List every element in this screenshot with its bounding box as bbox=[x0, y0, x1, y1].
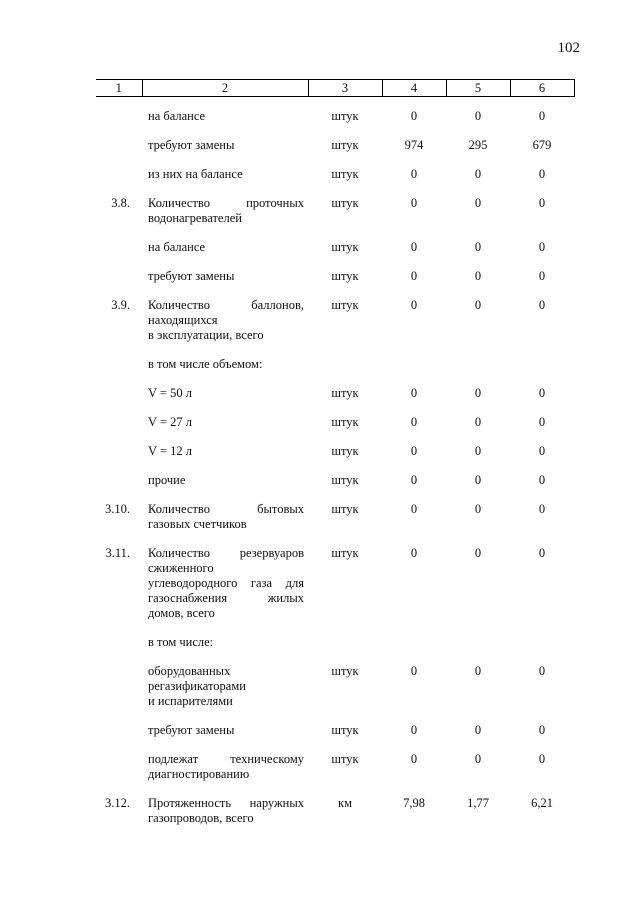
table-row bbox=[96, 167, 574, 196]
value-cell-v6: 0 bbox=[538, 196, 546, 210]
value-cell-v5: 0 bbox=[474, 109, 482, 123]
value-cell-v4: 0 bbox=[410, 269, 418, 283]
indicator-name-line: и испарителями bbox=[148, 694, 233, 708]
indicator-name-line: на балансе bbox=[148, 240, 206, 254]
indicator-name-line: Количество бытовых bbox=[148, 502, 304, 516]
indicator-name bbox=[142, 240, 308, 269]
indicator-name-line: регазификаторами bbox=[148, 679, 246, 693]
indicator-name-line: газовых счетчиков bbox=[148, 517, 247, 531]
indicator-name bbox=[142, 502, 308, 546]
table-row bbox=[96, 269, 574, 298]
row-number: 3.9. bbox=[111, 298, 130, 312]
indicator-name bbox=[142, 796, 308, 840]
row-number bbox=[96, 269, 142, 298]
row-number bbox=[96, 635, 142, 664]
indicator-name-line: Количество проточных bbox=[148, 196, 304, 210]
indicator-name-line: требуют замены bbox=[148, 723, 235, 737]
indicator-name bbox=[142, 546, 308, 635]
row-number bbox=[96, 386, 142, 415]
row-number bbox=[96, 473, 142, 502]
table-row bbox=[96, 138, 574, 167]
indicator-name bbox=[142, 444, 308, 473]
indicator-name-line: Количество резервуаров bbox=[148, 546, 304, 560]
indicator-name bbox=[142, 138, 308, 167]
row-number: 3.11. bbox=[105, 546, 130, 560]
value-cell-v5 bbox=[446, 357, 510, 386]
unit-cell: км bbox=[338, 796, 352, 810]
indicator-name bbox=[142, 723, 308, 752]
table-row bbox=[96, 752, 574, 796]
value-cell-v5: 0 bbox=[474, 546, 482, 560]
table-row bbox=[96, 796, 574, 840]
value-cell-v6: 0 bbox=[538, 502, 546, 516]
column-header: 5 bbox=[446, 80, 510, 97]
value-cell-v5: 0 bbox=[474, 269, 482, 283]
unit-cell: штук bbox=[331, 723, 359, 737]
column-header: 3 bbox=[308, 80, 382, 97]
table-row bbox=[96, 546, 574, 635]
row-number: 3.12. bbox=[105, 796, 130, 810]
table-row bbox=[96, 502, 574, 546]
value-cell-v4: 0 bbox=[410, 473, 418, 487]
indicator-name-line: прочие bbox=[148, 473, 186, 487]
indicator-name bbox=[142, 635, 308, 664]
value-cell-v5: 0 bbox=[474, 502, 482, 516]
indicator-name-line: в том числе объемом: bbox=[148, 357, 263, 371]
value-cell-v4: 0 bbox=[410, 240, 418, 254]
row-number bbox=[96, 167, 142, 196]
indicator-name-line: из них на балансе bbox=[148, 167, 243, 181]
value-cell-v4: 0 bbox=[410, 167, 418, 181]
indicator-name bbox=[142, 298, 308, 357]
indicator-name bbox=[142, 473, 308, 502]
table-row bbox=[96, 415, 574, 444]
value-cell-v6 bbox=[510, 635, 574, 664]
table-row bbox=[96, 723, 574, 752]
indicator-name-line: находящихся bbox=[148, 313, 218, 327]
column-header: 1 bbox=[96, 80, 142, 97]
table-body bbox=[96, 97, 574, 841]
unit-cell: штук bbox=[331, 269, 359, 283]
row-number bbox=[96, 664, 142, 723]
value-cell-v5: 0 bbox=[474, 240, 482, 254]
value-cell-v6 bbox=[510, 357, 574, 386]
value-cell-v5: 0 bbox=[474, 298, 482, 312]
unit-cell: штук bbox=[331, 546, 359, 560]
value-cell-v4: 0 bbox=[410, 109, 418, 123]
column-header: 2 bbox=[142, 80, 308, 97]
value-cell-v6: 0 bbox=[538, 473, 546, 487]
indicator-name-line: на балансе bbox=[148, 109, 206, 123]
value-cell-v5: 0 bbox=[474, 473, 482, 487]
unit-cell: штук bbox=[331, 196, 359, 210]
unit-cell: штук bbox=[331, 240, 359, 254]
unit-cell: штук bbox=[331, 386, 359, 400]
table-row bbox=[96, 196, 574, 240]
indicator-name bbox=[142, 97, 308, 139]
table-row bbox=[96, 97, 574, 139]
value-cell-v4: 0 bbox=[410, 298, 418, 312]
indicator-name-line: в эксплуатации, всего bbox=[148, 328, 264, 342]
indicator-name-line: подлежат техническому bbox=[148, 752, 304, 766]
value-cell-v5: 0 bbox=[474, 664, 482, 678]
data-table bbox=[96, 79, 575, 840]
indicator-name-line: V = 12 л bbox=[148, 444, 192, 458]
row-number bbox=[96, 240, 142, 269]
value-cell-v5: 0 bbox=[474, 386, 482, 400]
indicator-name-line: газопроводов, всего bbox=[148, 811, 254, 825]
indicator-name bbox=[142, 386, 308, 415]
value-cell-v6: 0 bbox=[538, 546, 546, 560]
table-row bbox=[96, 635, 574, 664]
row-number bbox=[96, 752, 142, 796]
value-cell-v4: 0 bbox=[410, 415, 418, 429]
value-cell-v4 bbox=[382, 635, 446, 664]
value-cell-v6: 0 bbox=[538, 752, 546, 766]
indicator-name-line: водонагревателей bbox=[148, 211, 242, 225]
value-cell-v6: 0 bbox=[538, 167, 546, 181]
value-cell-v4 bbox=[382, 357, 446, 386]
indicator-name bbox=[142, 357, 308, 386]
row-number bbox=[96, 444, 142, 473]
indicator-name-line: Протяженность наружных bbox=[148, 796, 304, 810]
value-cell-v4: 0 bbox=[410, 444, 418, 458]
indicator-name-line: сжиженного bbox=[148, 561, 214, 575]
value-cell-v4: 7,98 bbox=[403, 796, 425, 810]
table-row bbox=[96, 240, 574, 269]
page-number: 102 bbox=[557, 40, 580, 56]
indicator-name bbox=[142, 196, 308, 240]
unit-cell: штук bbox=[331, 664, 359, 678]
value-cell-v5: 0 bbox=[474, 723, 482, 737]
indicator-name bbox=[142, 167, 308, 196]
indicator-name-line: углеводородного газа для bbox=[148, 576, 304, 590]
row-number bbox=[96, 138, 142, 167]
indicator-name-line: требуют замены bbox=[148, 269, 235, 283]
indicator-name bbox=[142, 664, 308, 723]
column-number-row bbox=[96, 80, 574, 97]
indicator-name-line: требуют замены bbox=[148, 138, 235, 152]
indicator-name bbox=[142, 415, 308, 444]
indicator-name-line: газоснабжения жилых bbox=[148, 591, 304, 605]
value-cell-v6: 0 bbox=[538, 386, 546, 400]
table-row bbox=[96, 664, 574, 723]
unit-cell bbox=[308, 635, 382, 664]
table-row bbox=[96, 298, 574, 357]
indicator-name-line: Количество баллонов, bbox=[148, 298, 304, 312]
unit-cell: штук bbox=[331, 167, 359, 181]
column-header: 6 bbox=[510, 80, 574, 97]
value-cell-v4: 0 bbox=[410, 386, 418, 400]
value-cell-v6: 0 bbox=[538, 298, 546, 312]
value-cell-v5: 0 bbox=[474, 444, 482, 458]
unit-cell bbox=[308, 357, 382, 386]
value-cell-v6: 0 bbox=[538, 269, 546, 283]
indicator-name-line: V = 50 л bbox=[148, 386, 192, 400]
value-cell-v5: 0 bbox=[474, 415, 482, 429]
indicator-name-line: в том числе: bbox=[148, 635, 214, 649]
indicator-name-line: диагностированию bbox=[148, 767, 250, 781]
table-row bbox=[96, 444, 574, 473]
indicator-name-line: V = 27 л bbox=[148, 415, 192, 429]
unit-cell: штук bbox=[331, 752, 359, 766]
table-row bbox=[96, 386, 574, 415]
row-number bbox=[96, 357, 142, 386]
value-cell-v6: 0 bbox=[538, 664, 546, 678]
unit-cell: штук bbox=[331, 138, 359, 152]
value-cell-v4: 0 bbox=[410, 723, 418, 737]
indicator-name bbox=[142, 269, 308, 298]
value-cell-v6: 0 bbox=[538, 240, 546, 254]
row-number: 3.8. bbox=[111, 196, 130, 210]
value-cell-v4: 0 bbox=[410, 502, 418, 516]
value-cell-v6: 0 bbox=[538, 109, 546, 123]
value-cell-v4: 0 bbox=[410, 546, 418, 560]
value-cell-v4: 0 bbox=[410, 664, 418, 678]
value-cell-v5: 0 bbox=[474, 167, 482, 181]
row-number bbox=[96, 415, 142, 444]
value-cell-v6: 0 bbox=[538, 723, 546, 737]
unit-cell: штук bbox=[331, 109, 359, 123]
value-cell-v5: 1,77 bbox=[467, 796, 489, 810]
value-cell-v6: 0 bbox=[538, 444, 546, 458]
value-cell-v5: 0 bbox=[474, 196, 482, 210]
indicator-name bbox=[142, 752, 308, 796]
column-header: 4 bbox=[382, 80, 446, 97]
value-cell-v5: 295 bbox=[468, 138, 488, 152]
value-cell-v5: 0 bbox=[474, 752, 482, 766]
row-number bbox=[96, 97, 142, 139]
row-number bbox=[96, 723, 142, 752]
value-cell-v6: 679 bbox=[532, 138, 552, 152]
unit-cell: штук bbox=[331, 415, 359, 429]
value-cell-v5 bbox=[446, 635, 510, 664]
table-row bbox=[96, 473, 574, 502]
unit-cell: штук bbox=[331, 298, 359, 312]
unit-cell: штук bbox=[331, 502, 359, 516]
indicator-name-line: оборудованных bbox=[148, 664, 231, 678]
value-cell-v4: 974 bbox=[404, 138, 424, 152]
table-row bbox=[96, 357, 574, 386]
value-cell-v4: 0 bbox=[410, 196, 418, 210]
unit-cell: штук bbox=[331, 473, 359, 487]
value-cell-v6: 0 bbox=[538, 415, 546, 429]
value-cell-v6: 6,21 bbox=[531, 796, 553, 810]
value-cell-v4: 0 bbox=[410, 752, 418, 766]
row-number: 3.10. bbox=[105, 502, 130, 516]
unit-cell: штук bbox=[331, 444, 359, 458]
indicator-name-line: домов, всего bbox=[148, 606, 215, 620]
